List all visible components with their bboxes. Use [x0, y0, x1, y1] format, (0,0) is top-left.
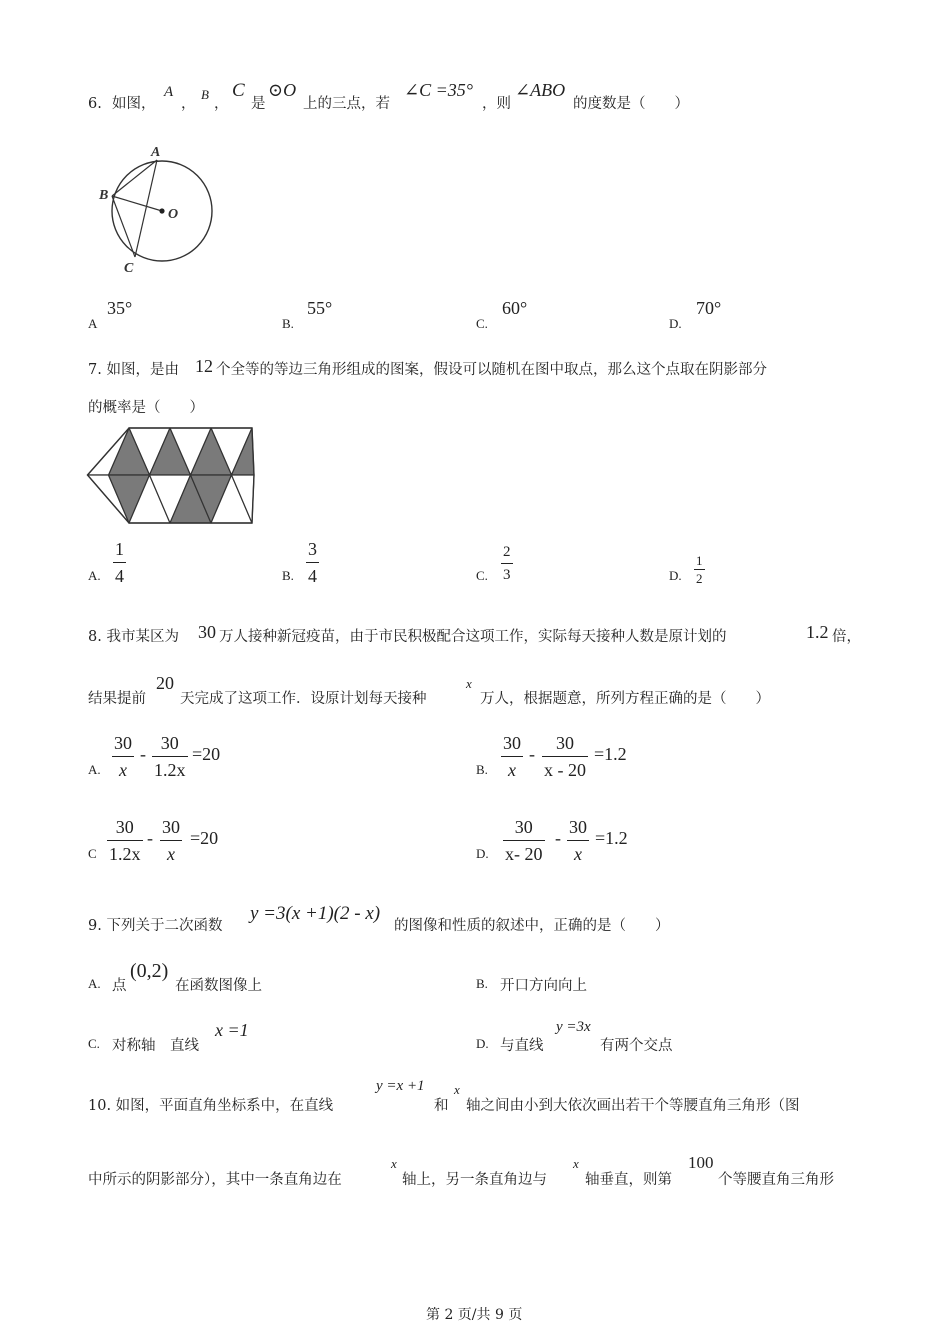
q9-option-c-text: 对称轴 直线	[112, 1038, 199, 1054]
q7-line2: 的概率是（ ）	[88, 400, 204, 416]
q8-d-f2-den: x	[574, 844, 582, 864]
q6-angle-abo: ∠ABO	[515, 80, 566, 100]
q9-option-a-text-1: 点	[112, 978, 127, 994]
q8-option-a-label: A.	[88, 762, 101, 777]
q6-text-3: 上的三点，若	[303, 96, 390, 112]
q6-angle-c: ∠C =35°	[404, 80, 473, 100]
q7-option-b-label: B.	[282, 568, 294, 583]
page-number-footer: 第 2 页/共 9 页	[426, 1307, 523, 1323]
q7-d-num: 1	[696, 553, 703, 568]
q6-text-1: 如图，	[112, 96, 156, 112]
q7-option-c-fraction	[501, 543, 513, 584]
q7-option-b-fraction	[306, 538, 319, 587]
q8-line2-b: 天完成了这项工作．设原计划每天接种	[180, 691, 427, 707]
q7-line1-a: 7. 如图，是由	[88, 362, 179, 378]
q8-a-f1-den: x	[119, 760, 127, 780]
q8-line2-c: 万人，根据题意，所列方程正确的是（ ）	[480, 691, 770, 707]
q6-text-5: 的度数是（ ）	[573, 96, 689, 112]
q10-text-5: 轴上，另一条直角边与	[402, 1172, 547, 1188]
q8-c-frac-1	[107, 816, 143, 865]
q7-d-den: 2	[696, 571, 703, 586]
q9-option-c-label: C.	[88, 1036, 100, 1051]
q9-option-a-point: (0,2)	[130, 960, 169, 982]
q7-option-a-fraction	[113, 538, 126, 587]
q6-circle-figure	[95, 140, 225, 280]
q6-number: 6.	[88, 96, 102, 112]
q9-option-a-label: A.	[88, 976, 101, 991]
q8-line1-c: 倍，	[832, 629, 861, 645]
q6-point-c: C	[232, 80, 245, 101]
q8-number-20: 20	[156, 673, 174, 693]
q8-b-f2-den: x - 20	[544, 760, 586, 780]
q7-a-den: 4	[115, 566, 124, 586]
q8-a-rhs: =20	[192, 744, 221, 764]
label-a: A	[151, 145, 161, 160]
q10-text-3: 轴之间由小到大依次画出若干个等腰直角三角形（图	[466, 1098, 800, 1114]
q7-a-num: 1	[115, 539, 124, 559]
q10-text-4: 中所示的阴影部分），其中一条直角边在	[88, 1172, 342, 1188]
q8-d-frac-2	[567, 816, 589, 865]
q6-comma-1: ，	[181, 96, 196, 112]
q6-option-b-label: B.	[282, 316, 294, 331]
q9-text-2: 的图像和性质的叙述中，正确的是（ ）	[394, 918, 670, 934]
q7-b-num: 3	[308, 539, 317, 559]
q8-a-f2-num: 30	[160, 733, 179, 753]
segment-bo	[112, 196, 162, 211]
q8-option-d-label: D.	[476, 846, 489, 861]
label-b: B	[99, 188, 109, 203]
q7-c-num: 2	[503, 544, 511, 560]
q10-equation: y =x +1	[376, 1078, 425, 1094]
q6-option-a-label: A	[88, 316, 98, 331]
q6-text-2: 是	[251, 96, 266, 112]
q7-option-d-fraction	[694, 553, 705, 586]
q8-c-f1-num: 30	[115, 817, 134, 837]
q9-function: y =3(x +1)(2 - x)	[250, 903, 381, 924]
q9-text-1: 9. 下列关于二次函数	[88, 918, 223, 934]
q8-a-f2-den: 1.2x	[154, 760, 186, 780]
q8-option-b-label: B.	[476, 762, 488, 777]
q8-line1-a: 8. 我市某区为	[88, 629, 179, 645]
q8-c-minus: -	[147, 828, 153, 848]
q6-option-d-label: D.	[669, 316, 682, 331]
q8-c-frac-2	[160, 816, 182, 865]
q8-c-f1-den: 1.2x	[109, 844, 141, 864]
q8-d-f2-num: 30	[569, 817, 587, 837]
q8-b-rhs: =1.2	[594, 744, 627, 764]
q6-option-c-label: C.	[476, 316, 488, 331]
q9-option-b-text: 开口方向向上	[500, 978, 587, 994]
q8-line1-b: 万人接种新冠疫苗，由于市民积极配合这项工作，实际每天接种人数是原计划的	[219, 629, 727, 645]
q6-option-b-value: 55°	[307, 298, 333, 318]
q8-d-f1-num: 30	[514, 817, 533, 837]
q8-b-minus: -	[529, 744, 535, 764]
q6-text-4: ，则	[482, 96, 511, 112]
segment-bc	[112, 196, 135, 257]
q8-c-f2-den: x	[167, 844, 175, 864]
q6-option-c-value: 60°	[502, 298, 528, 318]
q10-x-2: x	[391, 1156, 397, 1171]
q6-option-a-value: 35°	[107, 298, 133, 318]
q9-option-d-text-1: 与直线	[500, 1038, 544, 1054]
q7-number-12: 12	[195, 356, 213, 376]
q10-x-3: x	[573, 1156, 579, 1171]
q10-number-100: 100	[688, 1153, 714, 1172]
q8-c-rhs: =20	[190, 828, 219, 848]
q7-b-den: 4	[308, 566, 317, 586]
q10-text-2: 和	[434, 1098, 449, 1114]
q9-option-a-text-2: 在函数图像上	[175, 978, 262, 994]
q8-option-c-label: C	[88, 846, 97, 861]
q8-d-minus: -	[555, 828, 561, 848]
q6-circle-o: ⊙O	[268, 80, 297, 100]
q6-comma-2: ，	[214, 96, 229, 112]
q6-option-d-value: 70°	[696, 298, 722, 318]
q8-c-f2-num: 30	[162, 817, 180, 837]
label-o: O	[168, 207, 179, 222]
q6-point-b: B	[201, 87, 209, 102]
q8-a-frac-2	[152, 732, 188, 781]
q8-d-f1-den: x- 20	[505, 844, 543, 864]
q8-number-1-2: 1.2	[806, 622, 829, 642]
q8-a-f1-num: 30	[114, 733, 132, 753]
q10-text-6: 轴垂直，则第	[585, 1172, 672, 1188]
q8-b-f2-num: 30	[556, 733, 574, 753]
q7-option-a-label: A.	[88, 568, 101, 583]
q8-a-minus: -	[140, 744, 146, 764]
q7-pattern-grid	[86, 427, 256, 525]
q10-text-1: 10. 如图，平面直角坐标系中，在直线	[88, 1098, 334, 1114]
q9-option-d-text-2: 有两个交点	[600, 1038, 673, 1054]
q9-option-d-label: D.	[476, 1036, 489, 1051]
q6-point-a: A	[164, 84, 174, 100]
q10-text-7: 个等腰直角三角形	[718, 1172, 834, 1188]
q7-option-d-label: D.	[669, 568, 682, 583]
label-c: C	[124, 261, 134, 276]
q7-c-den: 3	[503, 567, 511, 583]
q7-option-c-label: C.	[476, 568, 488, 583]
q8-b-frac-1	[501, 732, 523, 781]
q9-option-c-equation: x =1	[215, 1020, 249, 1040]
q8-b-f1-num: 30	[503, 733, 521, 753]
q8-var-x: x	[466, 676, 472, 691]
q8-b-frac-2	[542, 732, 588, 781]
q7-line1-b: 个全等的等边三角形组成的图案，假设可以随机在图中取点，那么这个点取在阴影部分	[216, 362, 767, 378]
q8-number-30: 30	[198, 622, 216, 642]
q8-line2-a: 结果提前	[88, 691, 146, 707]
q8-b-f1-den: x	[508, 760, 516, 780]
q8-d-rhs: =1.2	[595, 828, 628, 848]
q8-a-frac-1	[112, 732, 134, 781]
q8-d-frac-1	[503, 816, 545, 865]
q9-option-d-equation: y =3x	[556, 1019, 591, 1035]
center-point	[159, 208, 164, 213]
q9-option-b-label: B.	[476, 976, 488, 991]
q10-x-1: x	[454, 1082, 460, 1097]
